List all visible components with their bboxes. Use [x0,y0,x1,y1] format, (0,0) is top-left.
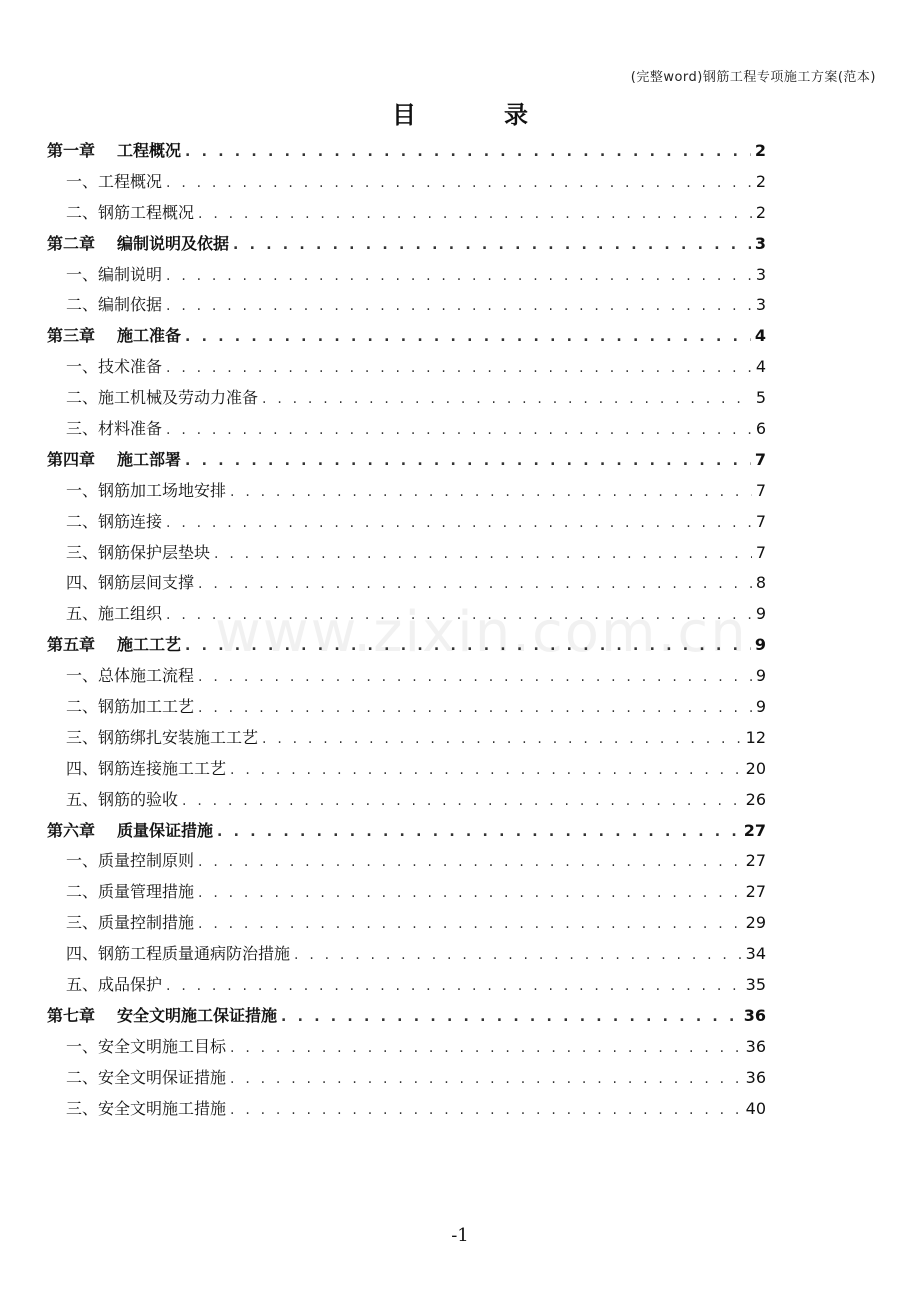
dot-leader [198,854,742,870]
toc-entry-title: 三、材料准备 [66,419,163,439]
toc-page-number: 3 [755,295,766,315]
chapter-number: 第三章 [47,326,96,346]
toc-page-number: 27 [745,851,766,871]
dot-leader [230,762,742,778]
dot-leader [166,978,742,994]
toc-entry-title: 编制说明及依据 [117,233,230,253]
toc-page-number: 34 [745,944,766,964]
toc-section-entry[interactable] [47,663,766,694]
toc-entry-label [47,323,181,346]
toc-entry-title: 二、质量管理措施 [66,882,195,902]
toc-entry-label [66,910,194,933]
toc-entry-label [47,818,213,841]
dot-leader [230,1071,742,1087]
toc-section-entry[interactable] [47,941,766,972]
toc-section-entry[interactable] [47,879,766,910]
toc-page-number: 8 [755,573,766,593]
chapter-number: 第六章 [47,820,96,840]
toc-entry-title: 施工工艺 [117,635,182,655]
toc-section-entry[interactable] [47,910,766,941]
toc-entry-title: 二、编制依据 [66,295,163,315]
toc-entry-title: 五、钢筋的验收 [66,789,179,809]
toc-section-entry[interactable] [47,601,766,632]
toc-section-entry[interactable] [47,694,766,725]
toc-section-entry[interactable] [47,478,766,509]
document-header: (完整word)钢筋工程专项施工方案(范本) [630,70,876,85]
dot-leader [262,391,752,407]
toc-entry-title: 一、质量控制原则 [66,851,195,871]
toc-section-entry[interactable] [47,200,766,231]
toc-entry-title: 五、施工组织 [66,604,163,624]
toc-page-number: 5 [755,388,766,408]
watermark: www.zixin.com.cn [215,600,748,665]
toc-entry-label [66,200,194,223]
dot-leader [166,360,752,376]
toc-entry-title: 一、钢筋加工场地安排 [66,480,227,500]
toc-entry-title: 工程概况 [117,141,182,160]
toc-entry-label [66,601,162,624]
toc-section-entry[interactable] [47,354,766,385]
toc-section-entry[interactable] [47,509,766,540]
dot-leader [198,916,742,932]
toc-page-number: 40 [745,1098,766,1118]
dot-leader [230,1102,742,1118]
dot-leader [262,731,742,747]
dot-leader [166,422,752,438]
toc-page-number: 7 [755,480,766,500]
toc-page-number: 26 [745,789,766,809]
toc-entry-label [66,509,162,532]
toc-chapter-entry[interactable] [47,1003,766,1034]
dot-leader [166,607,752,623]
toc-page-number: 9 [754,635,766,655]
toc-page-number: 36 [743,1005,766,1025]
toc-entry-label [66,848,194,871]
toc-page-number: 2 [755,171,766,191]
toc-page-number: 7 [755,542,766,562]
toc-entry-title: 一、安全文明施工目标 [66,1036,227,1056]
chapter-number: 第七章 [47,1005,96,1025]
toc-entry-title: 三、钢筋绑扎安装施工工艺 [66,727,259,747]
toc-entry-label [66,385,258,408]
toc-page-number: 4 [755,357,766,377]
toc-section-entry[interactable] [47,848,766,879]
dot-leader [230,1040,742,1056]
toc-page-number: 20 [745,758,766,778]
toc-page-number: 2 [754,141,766,160]
toc-entry-title: 四、钢筋工程质量通病防治措施 [66,944,291,964]
toc-chapter-entry[interactable] [47,632,766,663]
toc-entry-label [47,632,181,655]
title-char-2: 录 [504,100,528,129]
toc-entry-label [66,725,258,748]
toc-chapter-entry[interactable] [47,138,766,169]
toc-entry-title: 五、成品保护 [66,975,163,995]
toc-entry-title: 施工部署 [117,449,182,469]
toc-entry-title: 一、编制说明 [66,264,163,284]
toc-section-entry[interactable] [47,169,766,200]
toc-section-entry[interactable] [47,1096,766,1127]
toc-section-entry[interactable] [47,972,766,1003]
toc-page-number: 6 [755,419,766,439]
toc-entry-title: 二、钢筋工程概况 [66,202,195,222]
toc-page-number: 7 [755,511,766,531]
toc-entry-title: 一、技术准备 [66,357,163,377]
dot-leader [166,175,752,191]
toc-page-number: 9 [755,697,766,717]
toc-section-entry[interactable] [47,262,766,293]
toc-entry-label [47,1003,277,1026]
chapter-number: 第五章 [47,635,96,655]
dot-leader [198,576,752,592]
toc-entry-title: 三、质量控制措施 [66,913,195,933]
toc-entry-label [47,138,181,161]
toc-entry-label [66,756,226,779]
toc-entry-title: 质量保证措施 [117,820,214,840]
toc-section-entry[interactable] [47,540,766,571]
dot-leader [217,824,740,840]
dot-leader [198,700,752,716]
toc-entry-label [66,1034,226,1057]
dot-leader [198,885,742,901]
toc-page-number: 35 [745,975,766,995]
chapter-number: 第四章 [47,449,96,469]
dot-leader [198,206,752,222]
dot-leader [233,237,751,253]
toc-chapter-entry[interactable] [47,447,766,478]
toc-entry-title: 二、钢筋加工工艺 [66,697,195,717]
toc-section-entry[interactable] [47,725,766,756]
dot-leader [281,1009,740,1025]
toc-page-number: 27 [743,820,766,840]
toc-page-number: 9 [755,666,766,686]
dot-leader [294,947,742,963]
toc-section-entry[interactable] [47,416,766,447]
dot-leader [185,453,751,469]
toc-entry-title: 安全文明施工保证措施 [117,1005,278,1025]
toc-entry-title: 二、钢筋连接 [66,511,163,531]
chapter-number: 第一章 [47,141,96,160]
toc-entry-label [66,292,162,315]
toc-page-number: 12 [745,727,766,747]
dot-leader [185,329,751,345]
toc-page-number: 29 [745,913,766,933]
toc-entry-title: 一、总体施工流程 [66,666,195,686]
toc-page-number: 7 [754,449,766,469]
toc-entry-label [66,540,210,563]
toc-entry-label [66,570,194,593]
toc-entry-title: 二、安全文明保证措施 [66,1067,227,1087]
toc-entry-label [66,478,226,501]
toc-entry-label [47,231,229,254]
dot-leader [182,793,742,809]
toc-entry-label [66,663,194,686]
toc-page-number: 27 [745,882,766,902]
title-char-1: 目 [392,100,416,129]
toc-page-number: 2 [755,202,766,222]
dot-leader [198,669,752,685]
dot-leader [166,268,752,284]
toc-entry-label [66,1065,226,1088]
toc-section-entry[interactable] [47,570,766,601]
toc-entry-title: 三、钢筋保护层垫块 [66,542,211,562]
page-title [0,95,920,130]
toc-section-entry[interactable] [47,385,766,416]
toc-page-number: 3 [755,264,766,284]
toc-entry-label [66,262,162,285]
toc-page-number: 36 [745,1036,766,1056]
dot-leader [230,484,752,500]
toc-entry-label [66,941,290,964]
toc-entry-title: 四、钢筋连接施工工艺 [66,758,227,778]
toc-chapter-entry[interactable] [47,323,766,354]
toc-entry-label [66,1096,226,1119]
toc-section-entry[interactable] [47,1034,766,1065]
toc-chapter-entry[interactable] [47,231,766,262]
toc-page-number: 3 [754,233,766,253]
toc-page-number: 9 [755,604,766,624]
toc-entry-label [66,354,162,377]
toc-chapter-entry[interactable] [47,818,766,849]
toc-entry-title: 二、施工机械及劳动力准备 [66,388,259,408]
toc-entry-title: 一、工程概况 [66,171,163,191]
toc-entry-label [47,447,181,470]
dot-leader [166,298,752,314]
toc-section-entry[interactable] [47,787,766,818]
dot-leader [166,515,752,531]
dot-leader [214,546,752,562]
toc-section-entry[interactable] [47,756,766,787]
page-number: -1 [451,1225,469,1246]
dot-leader [185,144,751,160]
toc-entry-label [66,972,162,995]
toc-page-number: 4 [754,326,766,346]
toc-entry-label [66,787,178,810]
toc-entry-title: 施工准备 [117,326,182,346]
table-of-contents [47,138,766,1127]
toc-entry-title: 四、钢筋层间支撑 [66,573,195,593]
toc-section-entry[interactable] [47,292,766,323]
toc-entry-title: 三、安全文明施工措施 [66,1098,227,1118]
toc-entry-label [66,169,162,192]
toc-section-entry[interactable] [47,1065,766,1096]
toc-page-number: 36 [745,1067,766,1087]
dot-leader [185,638,751,654]
chapter-number: 第二章 [47,233,96,253]
toc-entry-label [66,694,194,717]
toc-entry-label [66,416,162,439]
toc-entry-label [66,879,194,902]
